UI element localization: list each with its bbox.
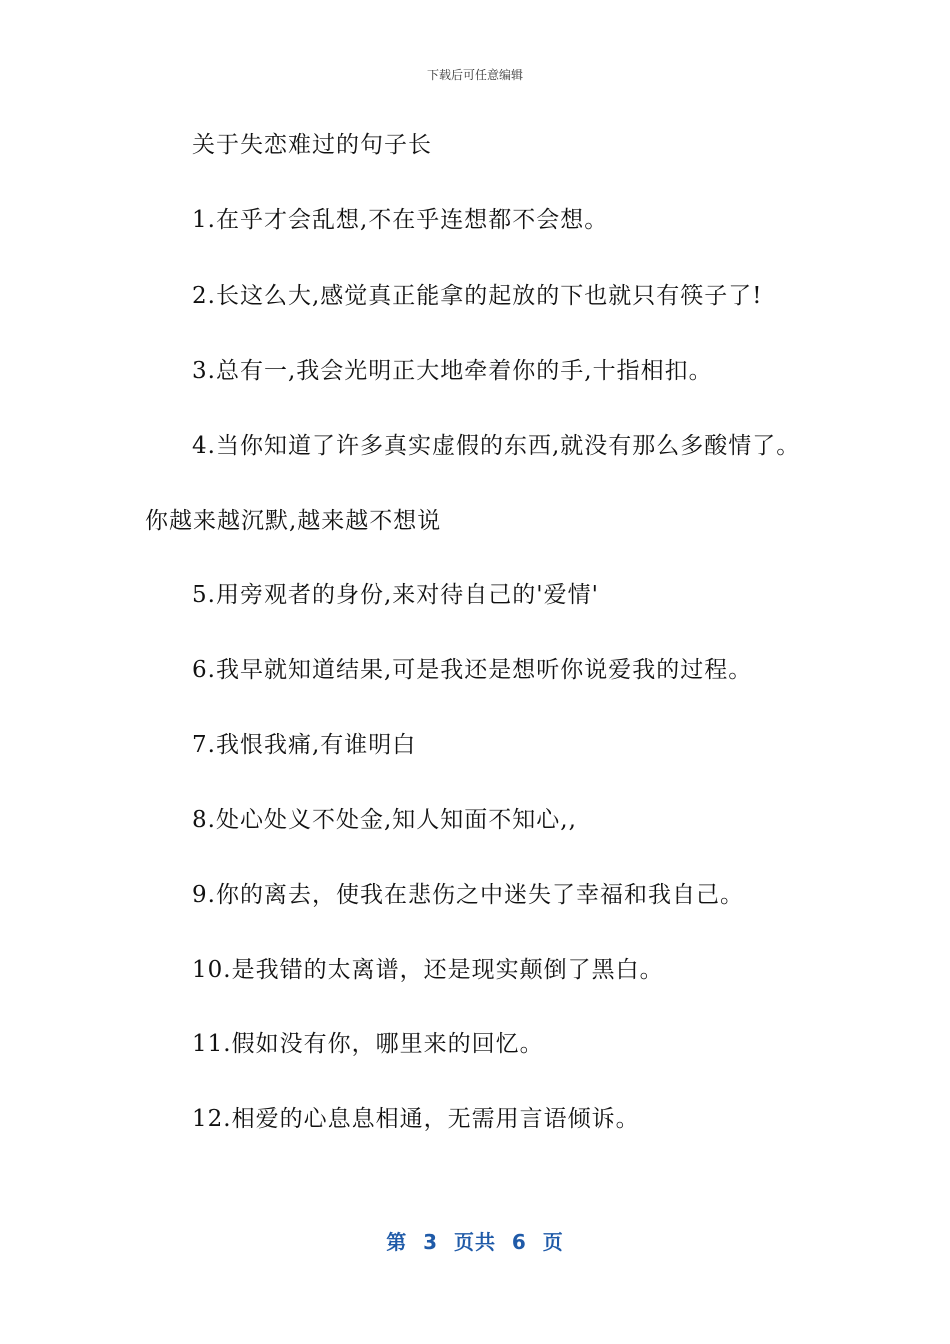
- document-title: 关于失恋难过的句子长: [192, 132, 432, 158]
- sentence-line-continuation: 你越来越沉默,越来越不想说: [145, 508, 442, 534]
- page-header-note: 下载后可任意编辑: [426, 68, 523, 82]
- sentence-line: 9.你的离去，使我在悲伤之中迷失了幸福和我自己。: [192, 882, 744, 908]
- sentence-line: 4.当你知道了许多真实虚假的东西,就没有那么多酸情了。: [192, 433, 801, 459]
- sentence-line: 6.我早就知道结果,可是我还是想听你说爱我的过程。: [192, 657, 753, 683]
- sentence-line: 8.处心处义不处金,知人知面不知心,,: [192, 807, 577, 833]
- page-number: 第 3 页共 6 页: [386, 1230, 564, 1254]
- sentence-line: 7.我恨我痛,有谁明白: [192, 732, 417, 758]
- sentence-line: 3.总有一,我会光明正大地牵着你的手,十指相扣。: [192, 358, 713, 384]
- sentence-line: 5.用旁观者的身份,来对待自己的'爱情': [192, 582, 599, 608]
- sentence-line: 12.相爱的心息息相通，无需用言语倾诉。: [192, 1106, 640, 1132]
- sentence-line: 10.是我错的太离谱，还是现实颠倒了黑白。: [192, 957, 664, 983]
- sentence-line: 11.假如没有你，哪里来的回忆。: [192, 1031, 544, 1057]
- sentence-line: 1.在乎才会乱想,不在乎连想都不会想。: [192, 207, 609, 233]
- sentence-line: 2.长这么大,感觉真正能拿的起放的下也就只有筷子了!: [192, 283, 763, 309]
